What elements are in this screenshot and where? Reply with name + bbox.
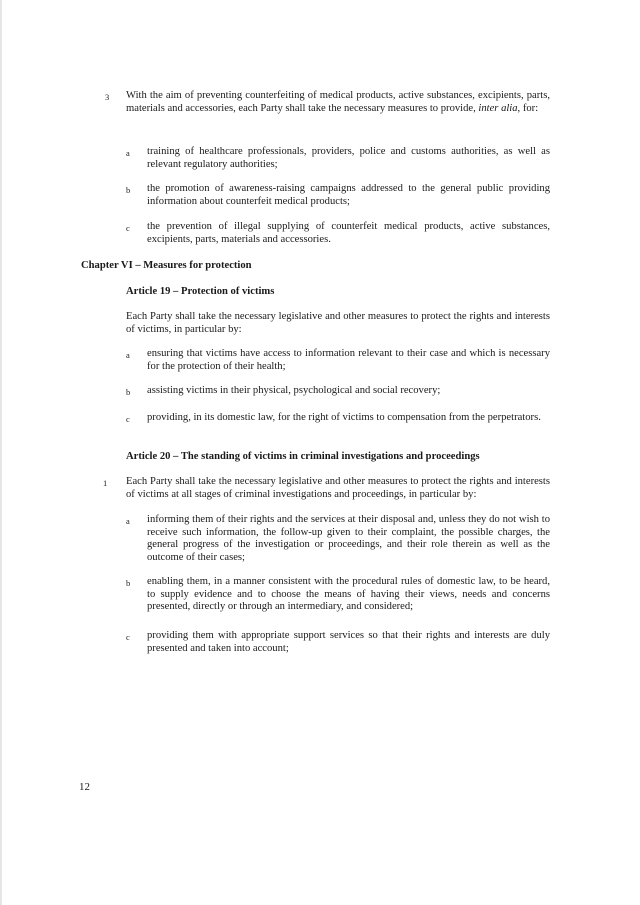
list-item-marker: c [126,632,130,642]
list-item-text: training of healthcare professionals, providers, police and customs authorities, as well as relevant regulatory authorities; [147,146,550,170]
paragraph-text [126,90,550,115]
page-number: 12 [79,781,90,793]
italic-term: inter alia [478,102,518,114]
paragraph-number: 3 [105,92,110,102]
article-intro: Each Party shall take the necessary legislative and other measures to protect the rights and interests of victims at all stages of criminal investigations and proceedings, in particular by: [126,476,550,500]
paragraph-text-part: With the aim of preventing counterfeiting of medical products, active substances, excipients, parts, materials and accessories, each Party shall take the necessary measures to provide, [126,90,550,114]
paragraph-text-part: , for: [517,102,539,114]
article-intro: Each Party shall take the necessary legislative and other measures to protect the rights and interests of victims, in particular by: [126,311,550,335]
list-item-marker: b [126,578,131,588]
list-item-marker: b [126,387,131,397]
list-item-marker: a [126,350,130,360]
list-item-text: ensuring that victims have access to information relevant to their case and which is necessary for the protection of their health; [147,348,550,372]
list-item-text: providing them with appropriate support services so that their rights and interests are duly presented and taken into account; [147,630,550,654]
paragraph-number: 1 [103,478,108,488]
list-item-text: informing them of their rights and the services at their disposal and, unless they do not wish to receive such information, the follow-up given to their complaint, the possible charges, the general progress of the investigation or proceedings, and their role therein as well as the outcome of their cases; [147,514,550,563]
article-heading: Article 20 – The standing of victims in criminal investigations and proceedings [126,451,480,462]
page-edge [0,0,2,905]
list-item-marker: c [126,414,130,424]
list-item-marker: c [126,223,130,233]
list-item-text: the promotion of awareness-raising campaigns addressed to the general public providing information about counterfeit medical products; [147,183,550,207]
list-item-marker: a [126,148,130,158]
chapter-heading: Chapter VI – Measures for protection [81,260,252,271]
article-heading: Article 19 – Protection of victims [126,286,275,297]
list-item-text: enabling them, in a manner consistent with the procedural rules of domestic law, to be heard, to supply evidence and to choose the means of having their views, needs and concerns presented, directly or through an intermediary, and considered; [147,576,550,613]
list-item-text: assisting victims in their physical, psychological and social recovery; [147,385,441,396]
list-item-marker: a [126,516,130,526]
list-item-text: providing, in its domestic law, for the right of victims to compensation from the perpetrators. [147,412,541,423]
list-item-marker: b [126,185,131,195]
list-item-text: the prevention of illegal supplying of counterfeit medical products, active substances, excipients, parts, materials and accessories. [147,221,550,245]
